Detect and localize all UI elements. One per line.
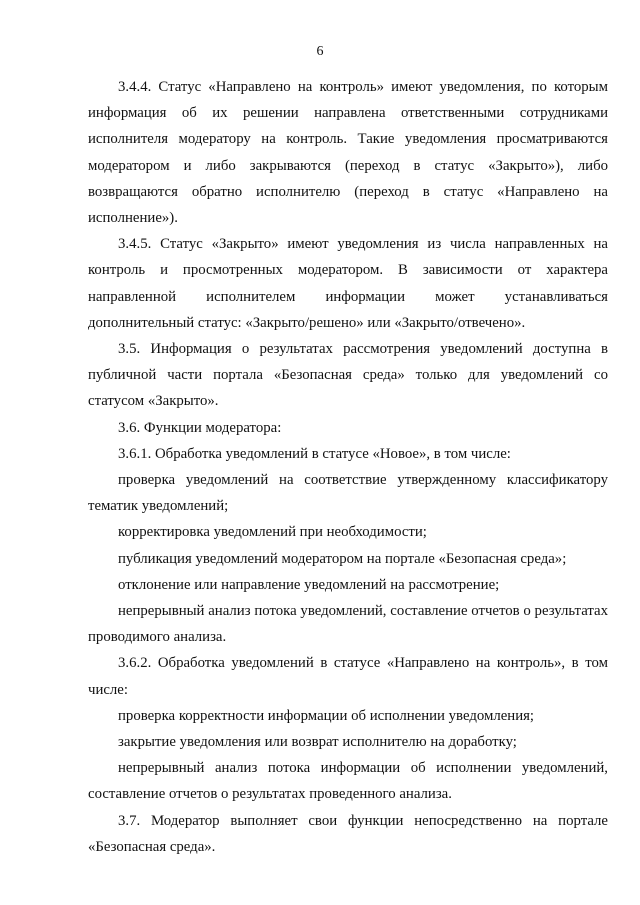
paragraph-3-6: 3.6. Функции модератора: — [118, 419, 282, 436]
list-item-correctness-check: проверка корректности информации об исполнении уведомления; — [118, 707, 535, 724]
document-body — [88, 74, 608, 860]
list-item-stream-analysis: непрерывный анализ потока уведомлений, составление отчетов о результатах проводимого анализа. — [88, 603, 608, 646]
paragraph-3-6-1: 3.6.1. Обработка уведомлений в статусе «Новое», в том числе: — [118, 445, 511, 462]
list-item-classifier-check: проверка уведомлений на соответствие утвержденному классификатору тематик уведомлений; — [88, 472, 608, 515]
list-item-correction: корректировка уведомлений при необходимости; — [118, 524, 427, 541]
list-item-execution-analysis: непрерывный анализ потока информации об исполнении уведомлений, составление отчетов о результатах проведенного анализа. — [88, 760, 608, 803]
paragraph-3-4-4: 3.4.4. Статус «Направлено на контроль» имеют уведомления, по которым информация об их решении направлена ответственными сотрудниками исполнителя модератору на контроль. Такие уведомления просматриваются модератором и либо закрываются (переход в статус «Закрыто»), либо возвращаются обратно исполнителю (переход в статус «Направлено на исполнение»). — [88, 79, 608, 227]
list-item-publication: публикация уведомлений модератором на портале «Безопасная среда»; — [118, 550, 567, 567]
list-item-closing-or-return: закрытие уведомления или возврат исполнителю на доработку; — [118, 734, 517, 751]
paragraph-3-4-5: 3.4.5. Статус «Закрыто» имеют уведомления из числа направленных на контроль и просмотренных модератором. В зависимости от характера направленной исполнителем информации может устанавливаться дополнительный статус: «Закрыто/решено» или «Закрыто/отвечено». — [88, 236, 608, 331]
paragraph-3-6-2: 3.6.2. Обработка уведомлений в статусе «Направлено на контроль», в том числе: — [88, 655, 608, 698]
page-number: 6 — [316, 44, 324, 59]
paragraph-3-7: 3.7. Модератор выполняет свои функции непосредственно на портале «Безопасная среда». — [88, 812, 608, 855]
list-item-rejection: отклонение или направление уведомлений на рассмотрение; — [118, 576, 500, 593]
paragraph-3-5: 3.5. Информация о результатах рассмотрения уведомлений доступна в публичной части портала «Безопасная среда» только для уведомлений со статусом «Закрыто». — [88, 341, 608, 410]
